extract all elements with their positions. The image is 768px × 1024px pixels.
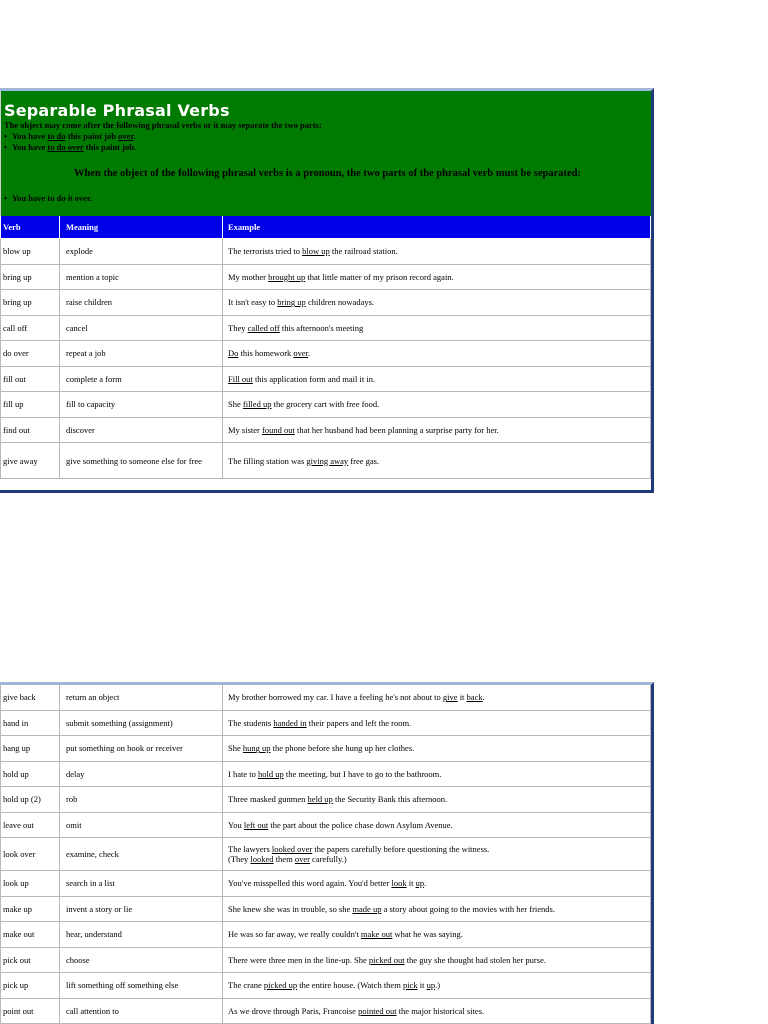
example-cell: Fill out this application form and mail it in. [223, 367, 651, 393]
example-cell: Three masked gunmen held up the Security Bank this afternoon. [223, 787, 651, 813]
verb-cell: give away [0, 443, 60, 479]
table-row [0, 762, 651, 788]
table-row [0, 316, 651, 342]
verb-cell: give back [0, 685, 60, 711]
meaning-cell: put something on hook or receiver [60, 736, 223, 762]
table-row [0, 418, 651, 444]
example-cell: As we drove through Paris, Francoise pointed out the major historical sites. [223, 999, 651, 1024]
meaning-cell: choose [60, 948, 223, 974]
example-cell: Do this homework over. [223, 341, 651, 367]
meaning-cell: discover [60, 418, 223, 444]
example-cell: The students handed in their papers and left the room. [223, 711, 651, 737]
table-header-row [0, 216, 651, 239]
verb-cell: hold up (2) [0, 787, 60, 813]
table-row [0, 948, 651, 974]
meaning-cell: explode [60, 239, 223, 265]
meaning-cell: omit [60, 813, 223, 839]
verb-cell: look over [0, 838, 60, 871]
meaning-cell: delay [60, 762, 223, 788]
meaning-cell: cancel [60, 316, 223, 342]
header-verb: Verb [0, 216, 60, 239]
verb-cell: hand in [0, 711, 60, 737]
intro-text: The object may come after the following phrasal verbs or it may separate the two parts: [4, 120, 322, 130]
table-row [0, 265, 651, 291]
phrasal-verbs-panel-2 [0, 682, 654, 1024]
meaning-cell: return an object [60, 685, 223, 711]
verb-cell: look up [0, 871, 60, 897]
verb-cell: bring up [0, 290, 60, 316]
verb-cell: pick up [0, 973, 60, 999]
verb-cell: hang up [0, 736, 60, 762]
meaning-cell: invent a story or lie [60, 897, 223, 923]
table-row [0, 711, 651, 737]
meaning-cell: lift something off something else [60, 973, 223, 999]
table-row [0, 443, 651, 479]
meaning-cell: call attention to [60, 999, 223, 1024]
verb-cell: do over [0, 341, 60, 367]
meaning-cell: repeat a job [60, 341, 223, 367]
example-cell: She hung up the phone before she hung up her clothes. [223, 736, 651, 762]
verb-cell: call off [0, 316, 60, 342]
example-cell: The lawyers looked over the papers carefully before questioning the witness. (They looked them over carefully.) [223, 838, 651, 871]
table-row [0, 787, 651, 813]
table-row [0, 871, 651, 897]
example-cell: They called off this afternoon's meeting [223, 316, 651, 342]
phrasal-verbs-table-1 [0, 216, 651, 479]
verb-cell: hold up [0, 762, 60, 788]
example-cell: My brother borrowed my car. I have a feeling he's not about to give it back. [223, 685, 651, 711]
example-cell: The filling station was giving away free gas. [223, 443, 651, 479]
example-cell: You left out the part about the police chase down Asylum Avenue. [223, 813, 651, 839]
table-row [0, 367, 651, 393]
table-row [0, 685, 651, 711]
table-row [0, 973, 651, 999]
header-example: Example [223, 216, 651, 239]
meaning-cell: fill to capacity [60, 392, 223, 418]
phrasal-verbs-panel-1 [0, 88, 654, 493]
example-cell: My mother brought up that little matter of my prison record again. [223, 265, 651, 291]
meaning-cell: submit something (assignment) [60, 711, 223, 737]
example-cell: It isn't easy to bring up children nowadays. [223, 290, 651, 316]
example-cell: There were three men in the line-up. She picked out the guy she thought had stolen her purse. [223, 948, 651, 974]
meaning-cell: rob [60, 787, 223, 813]
verb-cell: point out [0, 999, 60, 1024]
meaning-cell: complete a form [60, 367, 223, 393]
example-cell: My sister found out that her husband had been planning a surprise party for her. [223, 418, 651, 444]
page-title: Separable Phrasal Verbs [4, 101, 230, 120]
table-row [0, 897, 651, 923]
example-cell: She filled up the grocery cart with free food. [223, 392, 651, 418]
table-row [0, 999, 651, 1024]
example-bullet-1: • You have to do this paint job over. [4, 131, 651, 142]
table-row [0, 239, 651, 265]
table-row [0, 736, 651, 762]
verb-cell: make out [0, 922, 60, 948]
header-meaning: Meaning [60, 216, 223, 239]
example-bullet-2: • You have to do over this paint job. [4, 142, 651, 153]
phrasal-verbs-table-2 [0, 685, 651, 1024]
verb-cell: fill out [0, 367, 60, 393]
verb-cell: fill up [0, 392, 60, 418]
meaning-cell: raise children [60, 290, 223, 316]
example-cell: The crane picked up the entire house. (Watch them pick it up.) [223, 973, 651, 999]
example-cell: I hate to hold up the meeting, but I have to go to the bathroom. [223, 762, 651, 788]
meaning-cell: search in a list [60, 871, 223, 897]
meaning-cell: mention a topic [60, 265, 223, 291]
example-bullet-3: • You have to do it over. [4, 193, 651, 204]
table-row [0, 922, 651, 948]
meaning-cell: give something to someone else for free [60, 443, 223, 479]
example-cell: You've misspelled this word again. You'd better look it up. [223, 871, 651, 897]
table-row [0, 838, 651, 871]
verb-cell: make up [0, 897, 60, 923]
verb-cell: pick out [0, 948, 60, 974]
example-cell: The terrorists tried to blow up the railroad station. [223, 239, 651, 265]
example-cell: She knew she was in trouble, so she made up a story about going to the movies with her friends. [223, 897, 651, 923]
table-row [0, 290, 651, 316]
table-row [0, 813, 651, 839]
verb-cell: blow up [0, 239, 60, 265]
verb-cell: bring up [0, 265, 60, 291]
table-row [0, 392, 651, 418]
meaning-cell: hear, understand [60, 922, 223, 948]
pronoun-note: When the object of the following phrasal verbs is a pronoun, the two parts of the phrasal verb must be separated: [73, 168, 581, 179]
table-row [0, 341, 651, 367]
example-cell: He was so far away, we really couldn't make out what he was saying. [223, 922, 651, 948]
verb-cell: find out [0, 418, 60, 444]
verb-cell: leave out [0, 813, 60, 839]
meaning-cell: examine, check [60, 838, 223, 871]
panel-header [0, 91, 651, 216]
